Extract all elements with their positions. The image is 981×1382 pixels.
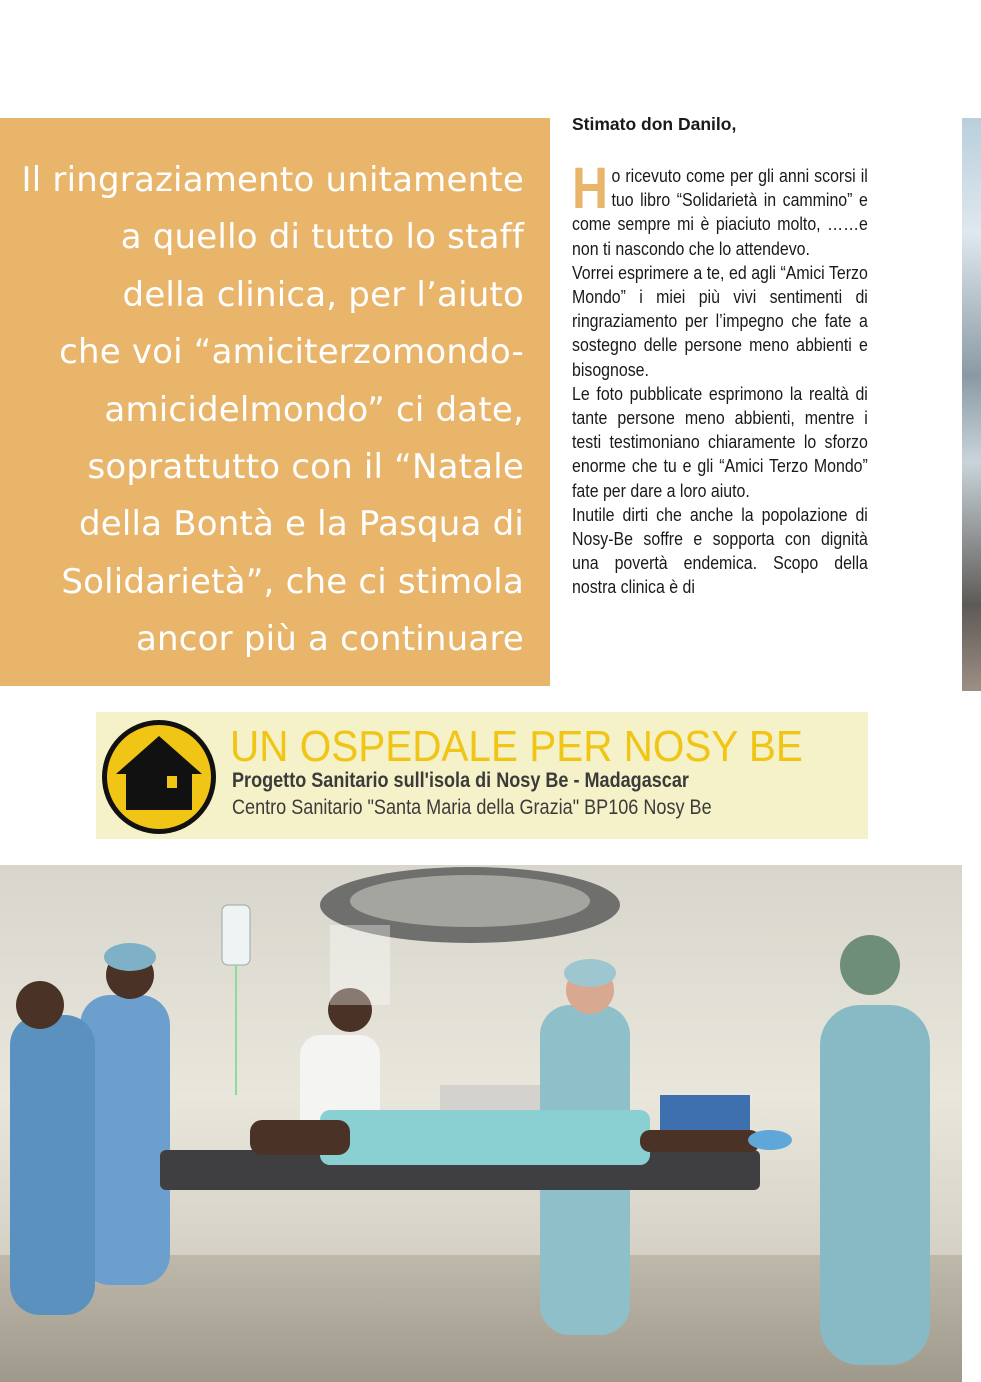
letter-greeting: Stimato don Danilo, (572, 114, 737, 134)
quote-line: Solidarietà”, che ci stimola (61, 561, 524, 602)
quote-line: Il ringraziamento unitamente (21, 160, 524, 200)
quote-line: soprattutto con il “Natale (87, 447, 524, 488)
quote-line: della Bontà e la Pasqua di (78, 504, 524, 545)
quote-line: della clinica, per l’aiuto (122, 274, 524, 315)
operating-room-photo (0, 865, 962, 1382)
letter-column (572, 114, 868, 600)
edge-photo (962, 118, 981, 691)
quote-line: a quello di tutto lo staff (120, 217, 524, 258)
banner-subtitle: Progetto Sanitario sull'isola di Nosy Be - Madagascar (232, 769, 689, 792)
house-logo-icon (100, 718, 218, 836)
banner-title: UN OSPEDALE PER NOSY BE (230, 722, 803, 771)
hospital-banner (96, 712, 868, 839)
letter-paragraph: Inutile dirti che anche la popolazione di Nosy-Be soffre e sopporta con dignità una povertà endemica. Scopo della nostra clinica è di (572, 503, 868, 598)
letter-body (572, 156, 868, 600)
letter-paragraph: Le foto pubblicate esprimono la realtà di tante persone meno abbienti, mentre i testi testimoniano chiaramente lo sforzo enorme che tu e gli “Amici Terzo Mondo” fate per dare a loro aiuto. (572, 382, 868, 501)
drop-cap: H (572, 156, 609, 221)
letter-paragraph (572, 156, 868, 261)
quote-line: ancor più a continuare (136, 619, 524, 660)
quote-line: amicidelmondo” ci date, (104, 389, 524, 430)
letter-paragraph: Vorrei esprimere a te, ed agli “Amici Terzo Mondo” i miei più vivi sentimenti di ringraziamento per l’impegno che fate a sostegno delle persone meno abbienti e bisognose. (572, 261, 868, 380)
pull-quote (22, 152, 524, 669)
paragraph-text: o ricevuto come per gli anni scorsi il tuo libro “Solidarietà in cammino” e come sempre mi è piaciuto molto, ……e non ti nascondo che lo attendevo. (572, 165, 868, 259)
quote-panel (0, 118, 550, 686)
banner-address: Centro Sanitario "Santa Maria della Grazia" BP106 Nosy Be (232, 796, 712, 819)
quote-line: che voi “amiciterzomondo- (59, 332, 524, 373)
